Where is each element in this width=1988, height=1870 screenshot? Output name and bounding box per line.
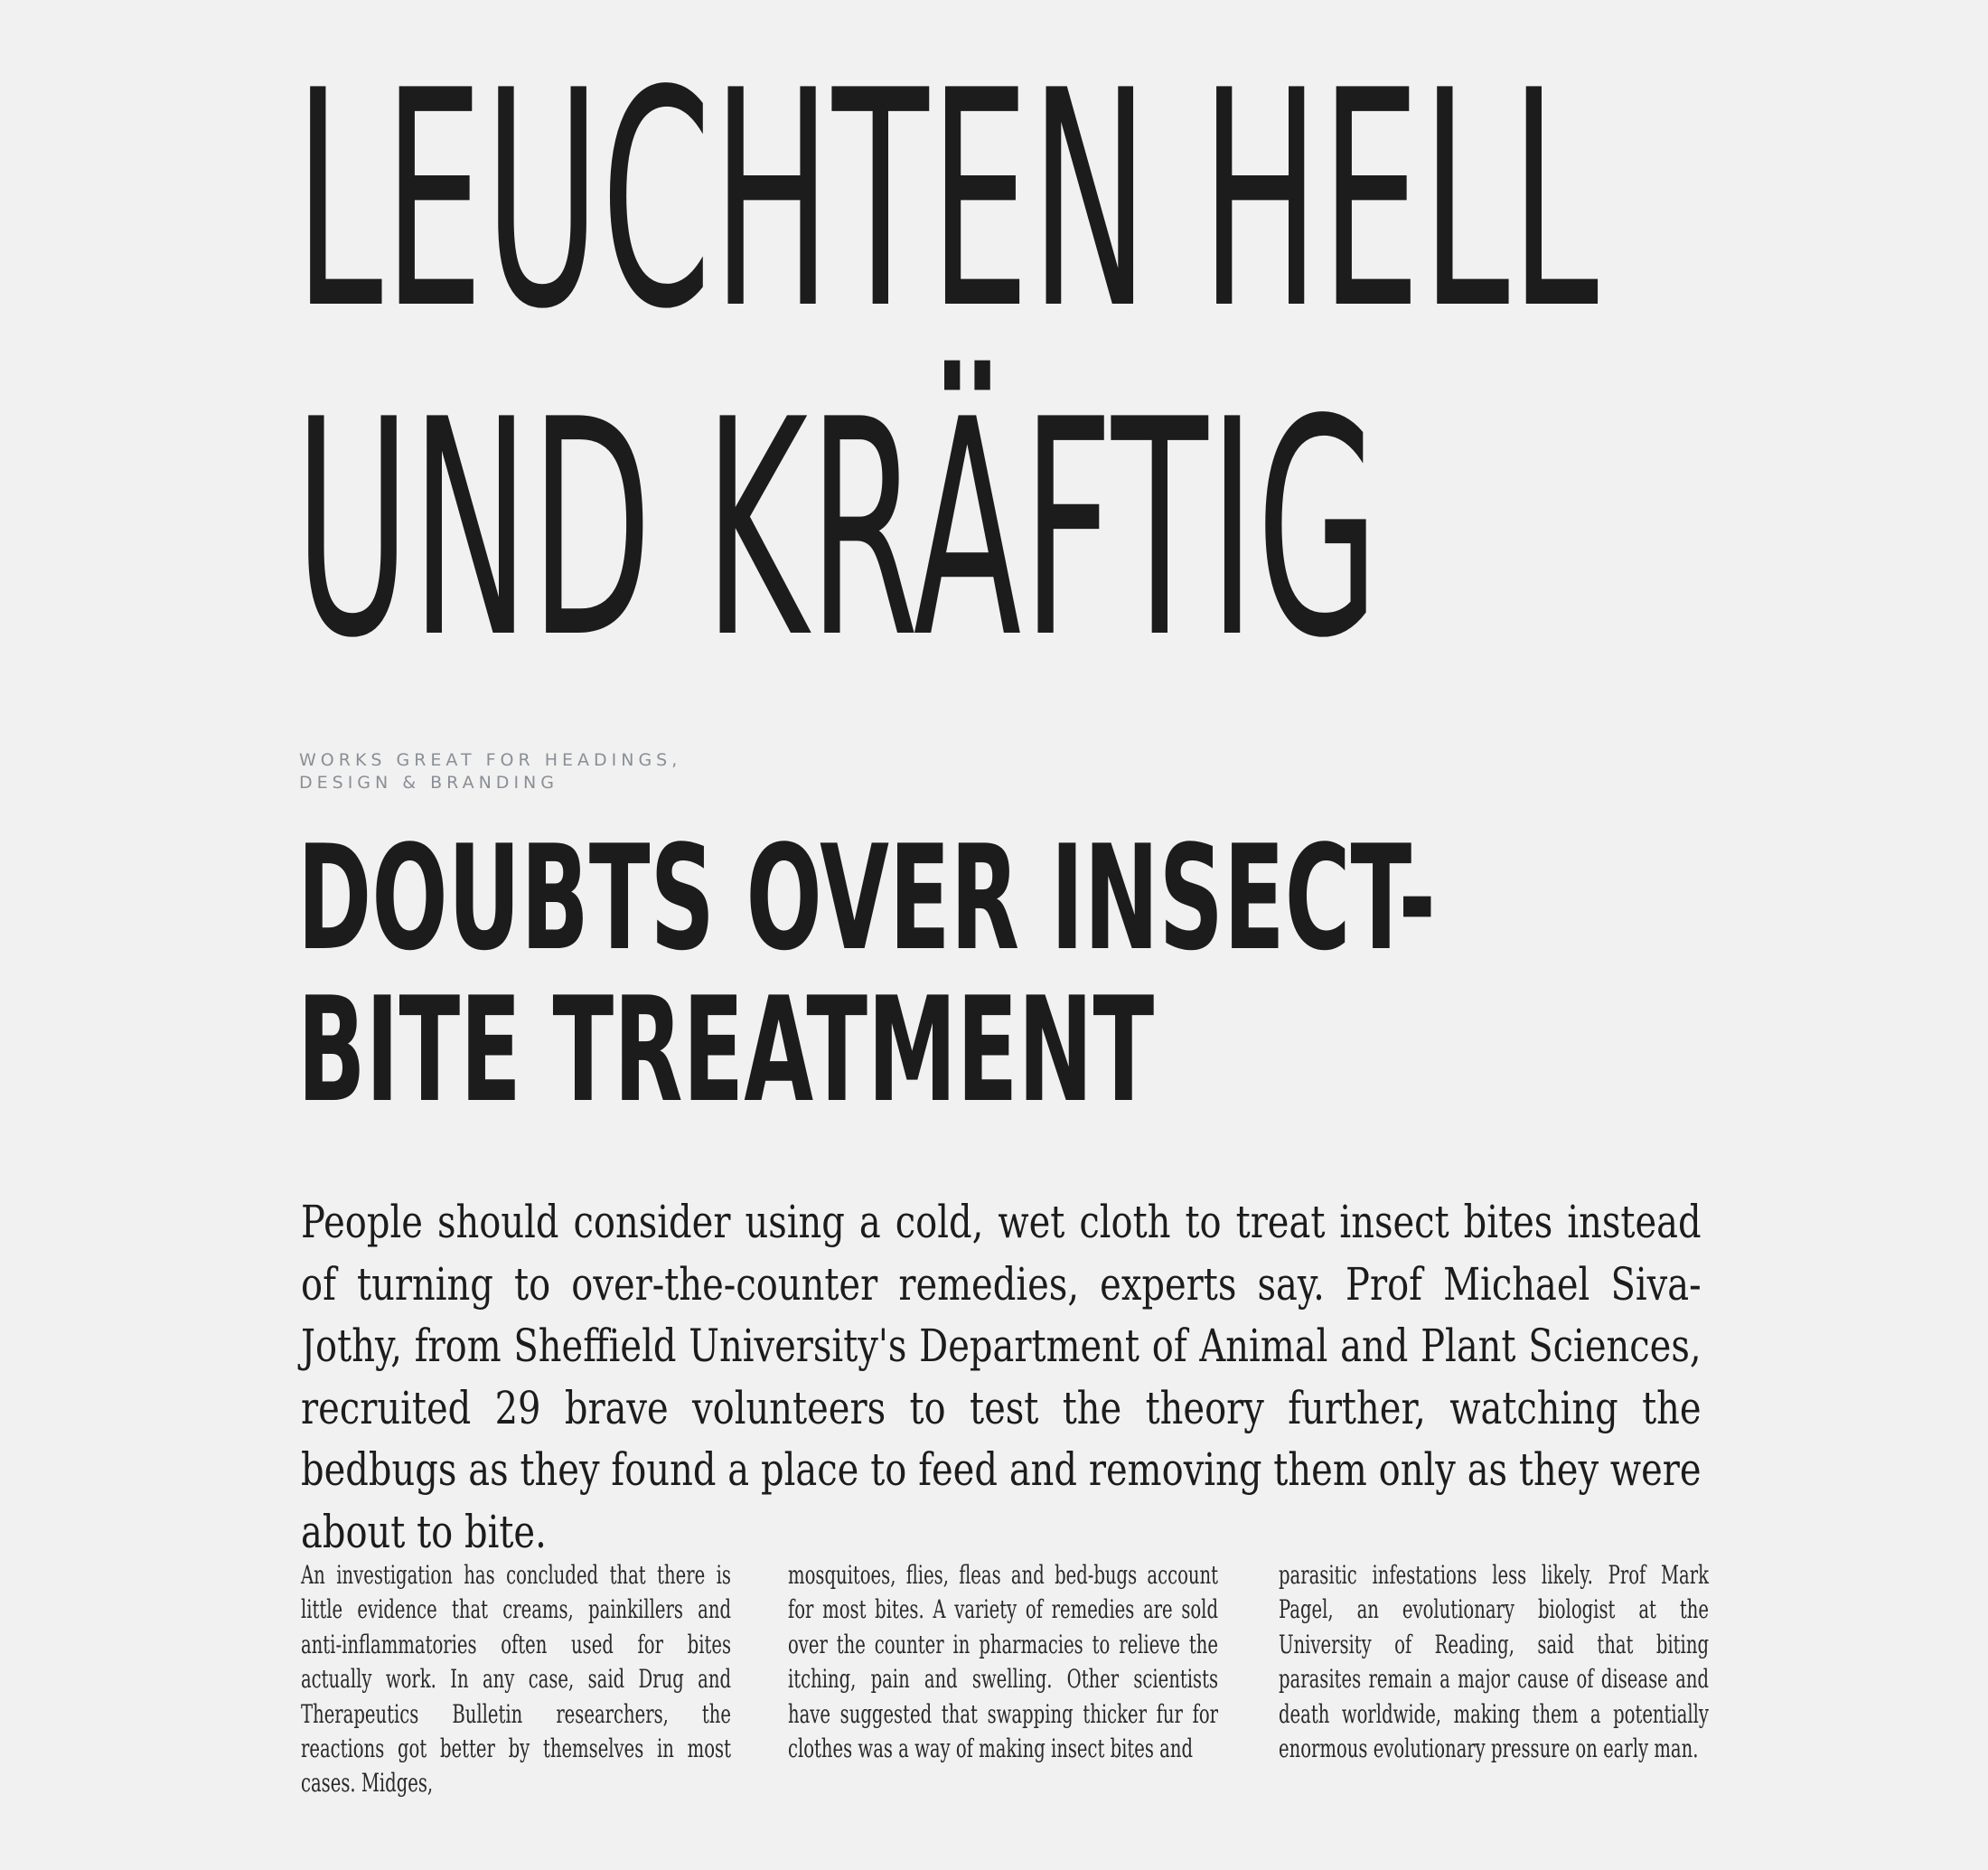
body-column-3-text: parasitic infestations less likely. Prof Mark Pagel, an evolutionary biologist at the University of Reading, said that biting parasites remain a major cause of disease and death worldwide, making them a potentially enormous evolutionary pressure on early man. xyxy=(1279,1560,1709,1764)
lead-paragraph: People should consider using a cold, wet cloth to treat insect bites instead of turning to over-the-counter remedies, experts say. Prof Michael Siva-Jothy, from Sheffield University's Department of Animal and Plant Sciences, recruited 29 brave volunteers to test the theory further, watching the bedbugs as they found a place to feed and removing them only as they were about to bite. xyxy=(301,1196,1702,1558)
body-column-1 xyxy=(301,1558,731,1801)
headline-line-2: BITE TREATMENT xyxy=(297,965,1155,1134)
tagline-line-1: WORKS GREAT FOR HEADINGS, xyxy=(299,750,682,770)
body-columns xyxy=(301,1558,1707,1811)
lead-paragraph-block xyxy=(301,1191,1702,1563)
display-title-line-1: LEUCHTEN HELL xyxy=(295,27,1600,374)
display-title xyxy=(295,27,1600,703)
body-column-3 xyxy=(1279,1558,1709,1766)
tagline-line-2: DESIGN & BRANDING xyxy=(299,773,558,793)
body-column-2-text: mosquitoes, flies, fleas and bed-bugs account for most bites. A variety of remedies are sold over the counter in pharmacies to relieve the itching, pain and swelling. Other scientists have suggested that swapping thicker fur for clothes was a way of making insect bites and xyxy=(788,1560,1218,1764)
display-title-line-2: UND KRÄFTIG xyxy=(295,356,1381,703)
headline-line-1: DOUBTS OVER INSECT- xyxy=(297,813,1436,982)
headline xyxy=(297,813,1436,1134)
tagline xyxy=(299,749,681,794)
body-column-2 xyxy=(788,1558,1218,1766)
body-column-1-text: An investigation has concluded that there is little evidence that creams, painkillers and anti-inflammatories often used for bites actually work. In any case, said Drug and Therapeutics Bulletin researchers, the reactions got better by themselves in most cases. Midges, xyxy=(301,1560,731,1799)
